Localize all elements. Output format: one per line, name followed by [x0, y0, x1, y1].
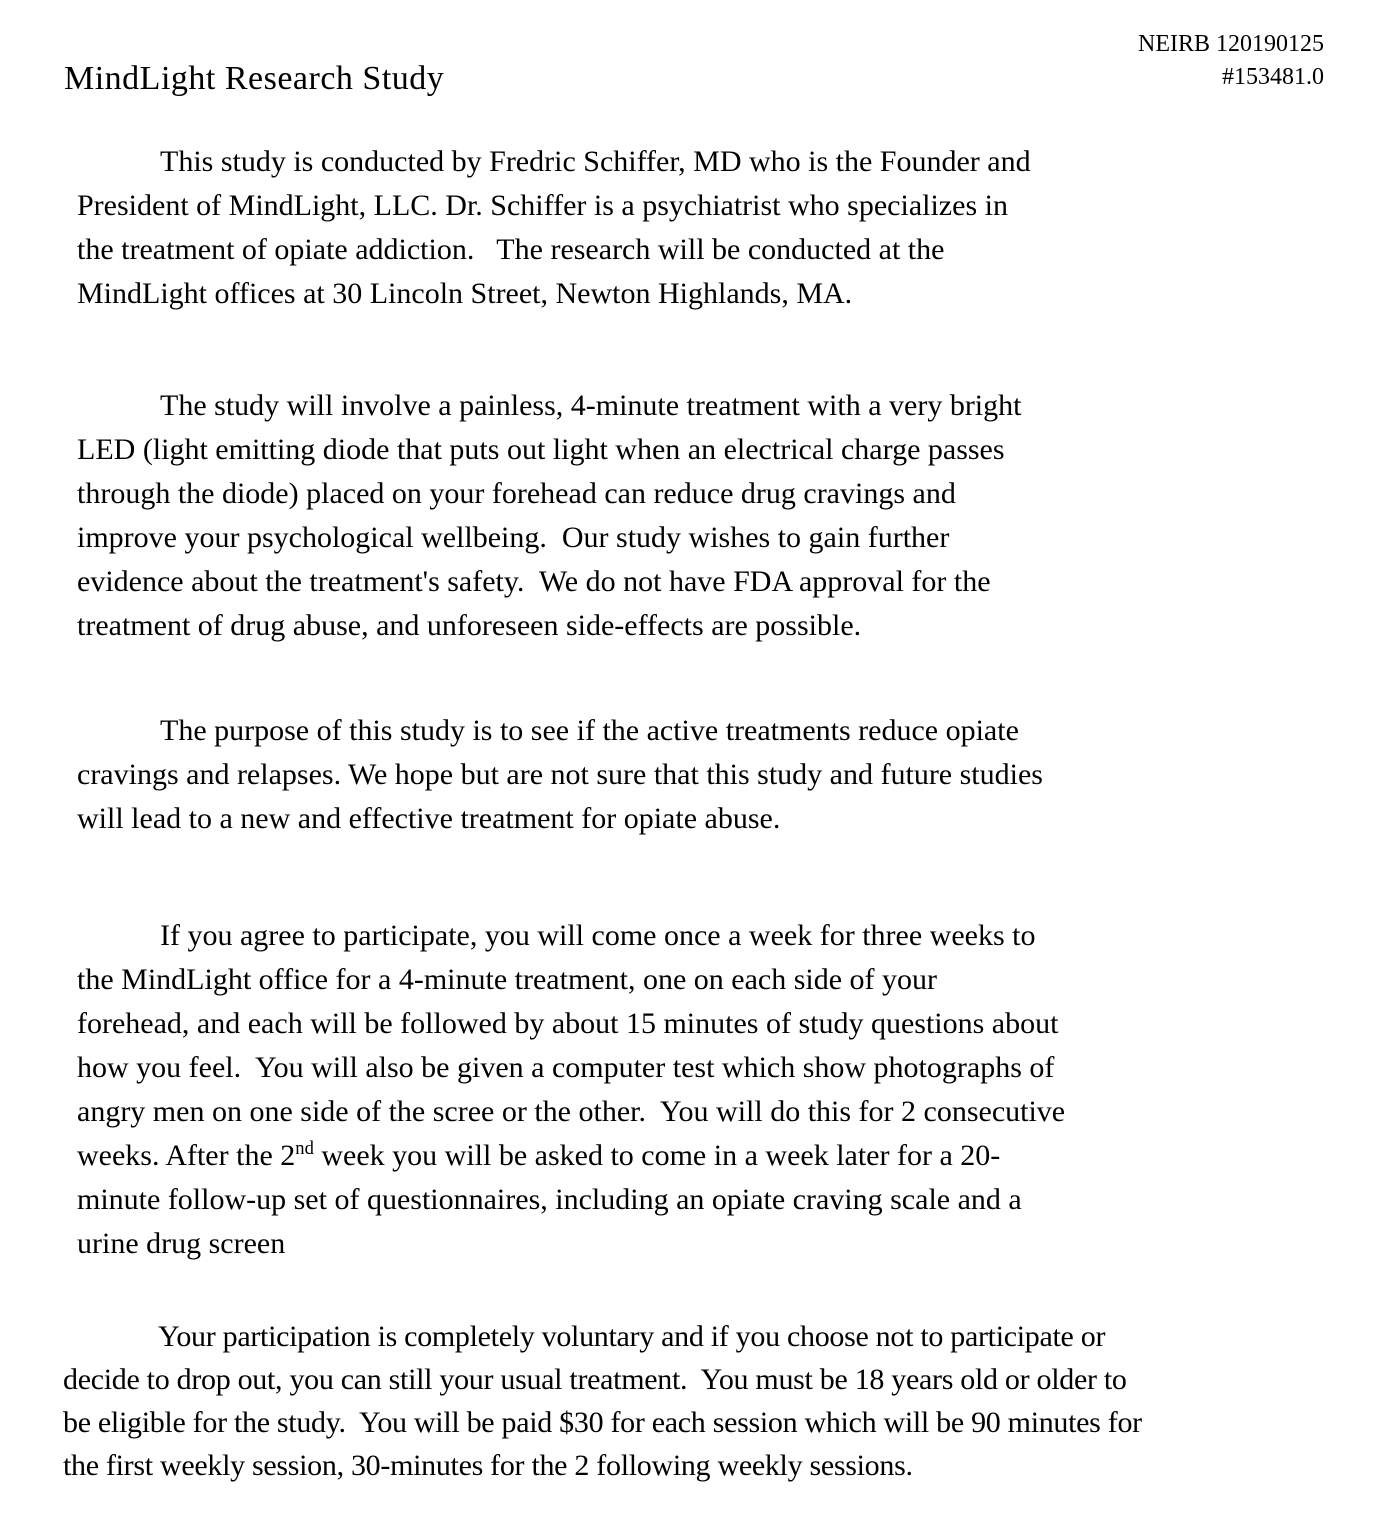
text-line: treatment of drug abuse, and unforeseen side-effects are possible. — [77, 609, 862, 642]
paragraph-treatment-description — [77, 384, 1021, 648]
text-line: cravings and relapses. We hope but are not sure that this study and future studies — [77, 758, 1043, 791]
text-line: Your participation is completely voluntary and if you choose not to participate or — [158, 1320, 1106, 1353]
text-line: the treatment of opiate addiction. The research will be conducted at the — [77, 233, 945, 266]
irb-header-block — [1138, 28, 1324, 94]
text-line: will lead to a new and effective treatment for opiate abuse. — [77, 802, 781, 835]
text-line: minute follow-up set of questionnaires, including an opiate craving scale and a — [77, 1183, 1022, 1216]
text-line: This study is conducted by Fredric Schiffer, MD who is the Founder and — [160, 145, 1031, 178]
text-line: the MindLight office for a 4-minute treatment, one on each side of your — [77, 963, 938, 996]
text-line: The study will involve a painless, 4-minute treatment with a very bright — [160, 389, 1022, 422]
text-line: the first weekly session, 30-minutes for the 2 following weekly sessions. — [63, 1449, 913, 1482]
paragraph-participation-procedure — [77, 914, 1065, 1266]
text-line: MindLight offices at 30 Lincoln Street, Newton Highlands, MA. — [77, 277, 853, 310]
text-segment: week you will be asked to come in a week later for a 20- — [313, 1139, 1001, 1172]
text-line: decide to drop out, you can still your usual treatment. You must be 18 years old or older to — [63, 1363, 1127, 1396]
text-line-with-superscript — [77, 1134, 1065, 1178]
text-line: angry men on one side of the scree or the other. You will do this for 2 consecutive — [77, 1095, 1066, 1128]
text-line: through the diode) placed on your forehead can reduce drug cravings and — [77, 477, 956, 510]
paragraph-investigator — [77, 140, 1031, 316]
text-line: LED (light emitting diode that puts out light when an electrical charge passes — [77, 433, 1005, 466]
irb-number: NEIRB 120190125 — [1138, 31, 1324, 57]
text-line: be eligible for the study. You will be paid $30 for each session which will be 90 minutes for — [63, 1406, 1142, 1439]
text-line: improve your psychological wellbeing. Our study wishes to gain further — [77, 521, 950, 554]
text-line: evidence about the treatment's safety. We do not have FDA approval for the — [77, 565, 991, 598]
text-line: urine drug screen — [77, 1227, 286, 1260]
text-line: The purpose of this study is to see if the active treatments reduce opiate — [160, 714, 1019, 747]
text-line: forehead, and each will be followed by about 15 minutes of study questions about — [77, 1007, 1059, 1040]
text-line: If you agree to participate, you will come once a week for three weeks to — [160, 919, 1036, 952]
text-line: how you feel. You will also be given a computer test which show photographs of — [77, 1051, 1055, 1084]
document-title: MindLight Research Study — [64, 60, 445, 97]
paragraph-study-purpose — [77, 709, 1043, 841]
ordinal-superscript: nd — [295, 1138, 314, 1159]
protocol-number: #153481.0 — [1222, 64, 1324, 90]
text-line: President of MindLight, LLC. Dr. Schiffer is a psychiatrist who specializes in — [77, 189, 1008, 222]
paragraph-voluntary-compensation — [63, 1315, 1142, 1487]
text-segment: weeks. After the 2 — [77, 1139, 296, 1172]
